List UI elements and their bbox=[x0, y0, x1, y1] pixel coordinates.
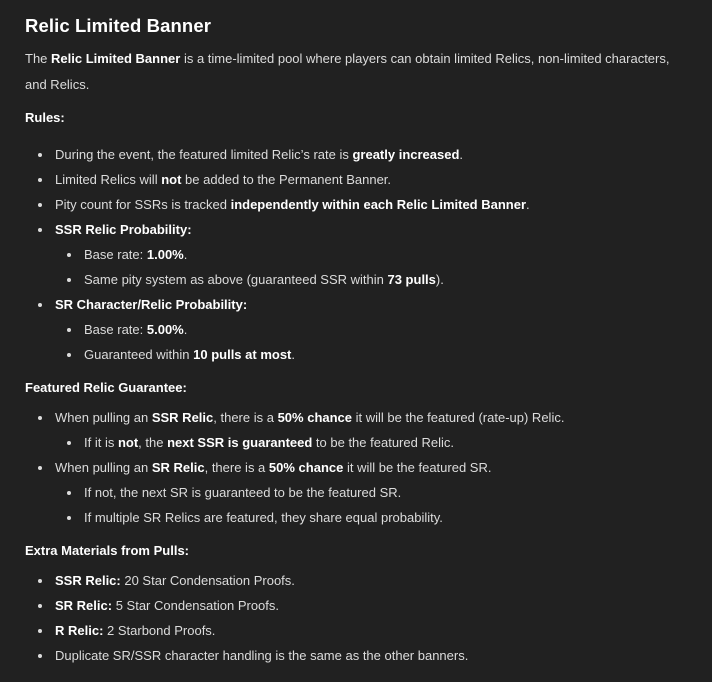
list-item-text bbox=[55, 460, 491, 475]
plain-text: If it is bbox=[84, 435, 118, 450]
list-item-text bbox=[55, 623, 215, 638]
plain-text: Duplicate SR/SSR character handling is the same as the other banners. bbox=[55, 648, 469, 663]
list-item bbox=[25, 643, 684, 668]
bold-text: 10 pulls at most bbox=[193, 347, 292, 362]
bullet-icon bbox=[67, 516, 71, 520]
plain-text: 5 Star Condensation Proofs. bbox=[112, 598, 280, 613]
bold-text: not bbox=[161, 172, 182, 187]
bold-text: greatly increased bbox=[352, 147, 460, 162]
list-item bbox=[25, 405, 684, 430]
list-item-text bbox=[55, 573, 295, 588]
list-item-text bbox=[55, 147, 463, 162]
plain-text: it will be the featured SR. bbox=[343, 460, 492, 475]
bullet-icon bbox=[38, 153, 42, 157]
bullet-icon bbox=[38, 303, 42, 307]
section bbox=[25, 378, 684, 530]
bullet-icon bbox=[38, 178, 42, 182]
bold-text: next SSR is guaranteed bbox=[167, 435, 313, 450]
plain-text: Pity count for SSRs is tracked bbox=[55, 197, 231, 212]
bold-text: SSR Relic Probability: bbox=[55, 222, 192, 237]
plain-text: Limited Relics will bbox=[55, 172, 162, 187]
list-item bbox=[25, 455, 684, 480]
list-item bbox=[25, 242, 684, 267]
intro-paragraph bbox=[25, 46, 684, 98]
list-item bbox=[25, 292, 684, 317]
list-item-text bbox=[55, 297, 247, 312]
bullet-list bbox=[25, 142, 684, 367]
bullet-icon bbox=[38, 228, 42, 232]
plain-text: to be the featured Relic. bbox=[312, 435, 454, 450]
sections bbox=[25, 108, 684, 668]
plain-text: During the event, the featured limited Relic’s rate is bbox=[55, 147, 353, 162]
bold-text: 50% chance bbox=[268, 460, 344, 475]
plain-text: , there is a bbox=[213, 410, 278, 425]
bold-text: 5.00% bbox=[146, 322, 184, 337]
bold-text: SR Relic bbox=[151, 460, 205, 475]
list-item bbox=[25, 142, 684, 167]
list-item-text bbox=[84, 247, 187, 262]
list-item-text bbox=[84, 485, 401, 500]
list-item-text bbox=[55, 172, 391, 187]
bold-text: 50% chance bbox=[277, 410, 353, 425]
list-item bbox=[25, 167, 684, 192]
bold-text: SSR Relic: bbox=[55, 573, 121, 588]
bold-text: Relic Limited Banner bbox=[51, 51, 181, 66]
list-item-text bbox=[55, 648, 468, 663]
bullet-icon bbox=[38, 466, 42, 470]
bold-text: SR Relic: bbox=[55, 598, 113, 613]
list-item-text bbox=[84, 272, 444, 287]
plain-text: 2 Starbond Proofs. bbox=[103, 623, 216, 638]
bold-text: independently within each Relic Limited Banner bbox=[230, 197, 527, 212]
plain-text: The bbox=[25, 51, 52, 66]
list-item-text bbox=[84, 322, 187, 337]
bold-text: 73 pulls bbox=[387, 272, 436, 287]
list-item-text bbox=[55, 598, 279, 613]
plain-text: . bbox=[183, 247, 188, 262]
list-item-text bbox=[55, 222, 192, 237]
list-item bbox=[25, 267, 684, 292]
bullet-icon bbox=[67, 278, 71, 282]
plain-text: . bbox=[459, 147, 464, 162]
plain-text: . bbox=[183, 322, 188, 337]
section-label: Featured Relic Guarantee: bbox=[25, 380, 187, 395]
list-item bbox=[25, 430, 684, 455]
bold-text: R Relic: bbox=[55, 623, 104, 638]
list-item bbox=[25, 317, 684, 342]
page-title: Relic Limited Banner bbox=[25, 15, 212, 36]
list-item bbox=[25, 593, 684, 618]
section bbox=[25, 541, 684, 668]
plain-text: If multiple SR Relics are featured, they share equal probability. bbox=[84, 510, 443, 525]
list-item bbox=[25, 217, 684, 242]
bullet-list bbox=[25, 568, 684, 668]
bullet-icon bbox=[38, 416, 42, 420]
plain-text: ). bbox=[435, 272, 444, 287]
bullet-icon bbox=[67, 441, 71, 445]
list-item-text bbox=[84, 347, 295, 362]
bullet-list bbox=[25, 405, 684, 530]
plain-text: . bbox=[526, 197, 530, 212]
plain-text: When pulling an bbox=[55, 460, 152, 475]
plain-text: Base rate: bbox=[84, 247, 147, 262]
bullet-icon bbox=[38, 579, 42, 583]
list-item bbox=[25, 568, 684, 593]
plain-text: When pulling an bbox=[55, 410, 152, 425]
list-item bbox=[25, 505, 684, 530]
plain-text: 20 Star Condensation Proofs. bbox=[120, 573, 295, 588]
bullet-icon bbox=[67, 328, 71, 332]
section-label: Extra Materials from Pulls: bbox=[25, 543, 189, 558]
plain-text: , there is a bbox=[204, 460, 269, 475]
plain-text: Same pity system as above (guaranteed SSR within bbox=[84, 272, 388, 287]
bold-text: SR Character/Relic Probability: bbox=[55, 297, 248, 312]
list-item bbox=[25, 480, 684, 505]
plain-text: , the bbox=[138, 435, 168, 450]
bold-text: SSR Relic bbox=[151, 410, 214, 425]
list-item-text bbox=[55, 410, 564, 425]
bullet-icon bbox=[67, 253, 71, 257]
bold-text: not bbox=[117, 435, 139, 450]
section bbox=[25, 108, 684, 367]
bold-text: 1.00% bbox=[146, 247, 184, 262]
list-item bbox=[25, 618, 684, 643]
section-label: Rules: bbox=[25, 110, 65, 125]
plain-text: be added to the Permanent Banner. bbox=[181, 172, 392, 187]
bullet-icon bbox=[38, 654, 42, 658]
bullet-icon bbox=[38, 203, 42, 207]
plain-text: . bbox=[291, 347, 295, 362]
plain-text: If not, the next SR is guaranteed to be the featured SR. bbox=[84, 485, 402, 500]
plain-text: is a time-limited pool where players can obtain limited Relics, non-limited characters, and Relics. bbox=[25, 51, 670, 92]
bullet-icon bbox=[38, 629, 42, 633]
list-item-text bbox=[55, 197, 530, 212]
list-item bbox=[25, 342, 684, 367]
plain-text: Guaranteed within bbox=[84, 347, 194, 362]
bullet-icon bbox=[38, 604, 42, 608]
bullet-icon bbox=[67, 491, 71, 495]
list-item-text bbox=[84, 435, 454, 450]
plain-text: Base rate: bbox=[84, 322, 147, 337]
bullet-icon bbox=[67, 353, 71, 357]
plain-text: it will be the featured (rate-up) Relic. bbox=[352, 410, 565, 425]
list-item bbox=[25, 192, 684, 217]
list-item-text bbox=[84, 510, 443, 525]
